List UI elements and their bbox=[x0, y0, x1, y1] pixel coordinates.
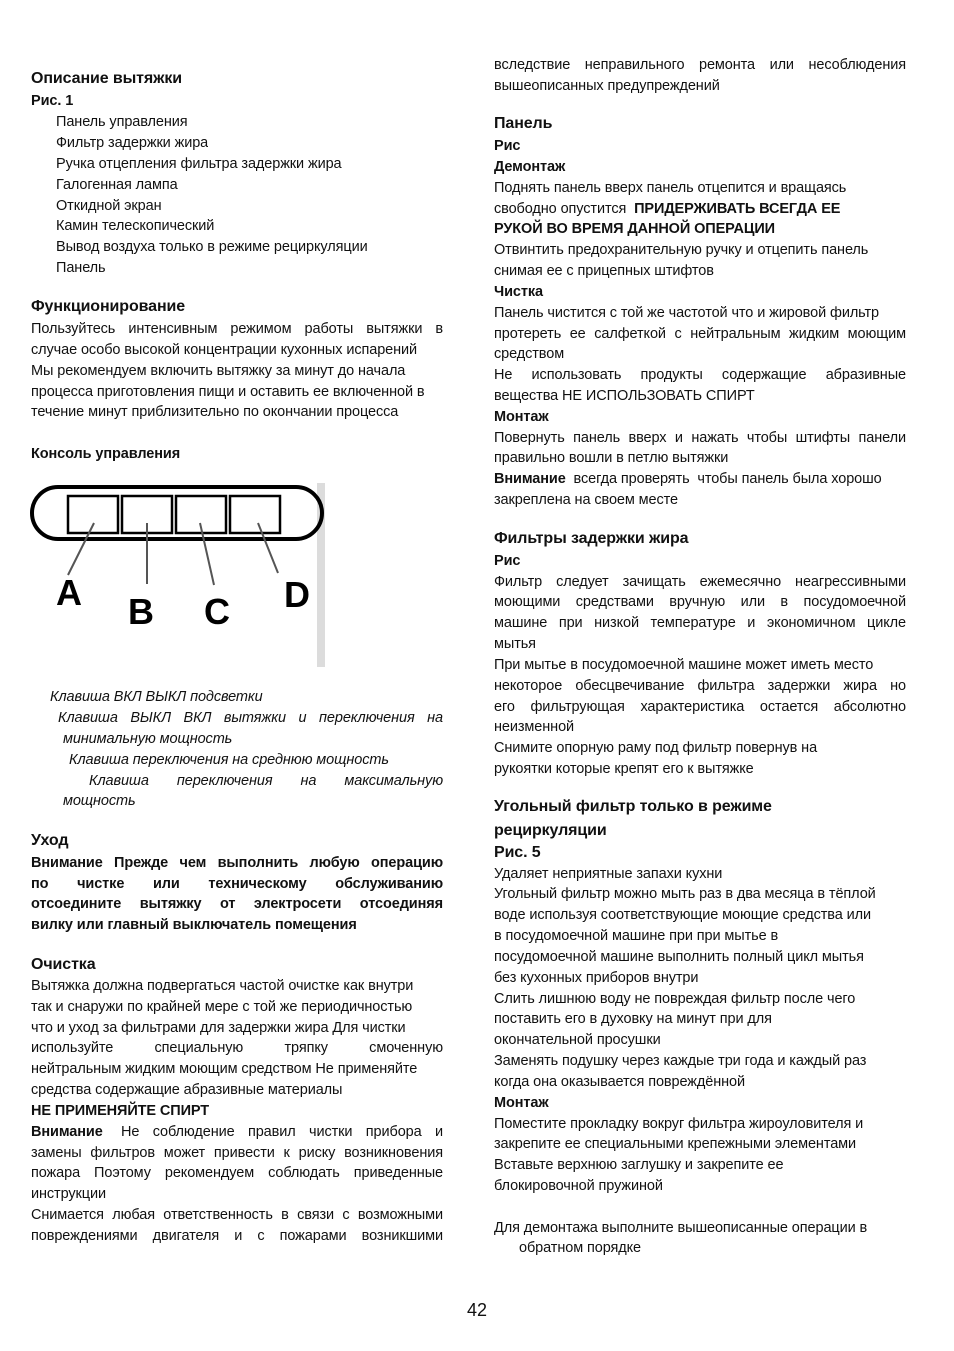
carbon-filter-line: в посудомоечной машине при при мытье в bbox=[494, 928, 779, 944]
grease-filter-fig-ref: Рис bbox=[494, 553, 521, 569]
panel-fig-ref: Рис bbox=[494, 138, 521, 154]
operation-heading: Функционирование bbox=[31, 298, 186, 315]
cleaning-warning: НЕ ПРИМЕНЯЙТЕ СПИРТ bbox=[31, 1103, 210, 1119]
panel-mount-line: Повернуть панель вверх и нажать чтобы штифты панели bbox=[494, 430, 906, 446]
grease-filter-line: неизменной bbox=[494, 719, 575, 735]
console-heading: Консоль управления bbox=[31, 446, 181, 462]
panel-cleaning-line: протереть ее салфеткой с нейтральным жидким моющим bbox=[494, 326, 906, 342]
carbon-filter-line: посудомоечной машине выполнить полный цикл мытья bbox=[494, 949, 864, 965]
console-key-d bbox=[230, 496, 280, 533]
carbon-mount-heading: Монтаж bbox=[494, 1095, 549, 1111]
panel-removal-heading: Демонтаж bbox=[494, 159, 566, 175]
carbon-filter-heading-cont: рециркуляции bbox=[494, 822, 607, 839]
cleaning-text-line: что и уход за фильтрами для задержки жира Для чистки bbox=[31, 1020, 406, 1036]
panel-attention-label: Внимание bbox=[494, 471, 566, 487]
grease-filter-line: некоторое обесцвечивание фильтра задержки жира но bbox=[494, 678, 906, 694]
grease-filter-line: моющими средствами вручную или в посудомоечной bbox=[494, 594, 906, 610]
grease-filter-line: мытья bbox=[494, 636, 536, 652]
grease-filter-heading: Фильтры задержки жира bbox=[494, 530, 689, 547]
carbon-mount-line: закрепите ее специальными крепежными элементами bbox=[494, 1136, 857, 1152]
part-list-item: Откидной экран bbox=[56, 198, 162, 214]
panel-removal-text: свободно опустится bbox=[494, 201, 635, 217]
cleaning-attention-line: замены фильтров может привести к риску возникновения bbox=[31, 1145, 443, 1161]
panel-cleaning-line: вещества НЕ ИСПОЛЬЗОВАТЬ СПИРТ bbox=[494, 388, 755, 404]
grease-filter-line: При мытье в посудомоечной машине может иметь место bbox=[494, 657, 874, 673]
part-list-item: Камин телескопический bbox=[56, 218, 215, 234]
carbon-filter-line: Угольный фильтр можно мыть раз в два месяца в тёплой bbox=[494, 886, 876, 902]
panel-cleaning-line: средством bbox=[494, 346, 565, 362]
grease-filter-line: рукоятки которые крепят его к вытяжке bbox=[494, 761, 754, 777]
care-text-line: отсоедините вытяжку от электросети отсоединяя bbox=[31, 896, 443, 912]
care-text-line: Внимание Прежде чем выполнить любую операцию bbox=[31, 855, 443, 871]
grease-filter-line: Снимите опорную раму под фильтр повернув на bbox=[494, 740, 818, 756]
cleaning-text-line: Вытяжка должна подвергаться частой очистке как внутри bbox=[31, 978, 414, 994]
panel-attention-line: закреплена на своем месте bbox=[494, 492, 679, 508]
leader-line-d bbox=[258, 523, 278, 573]
panel-attention-text: всегда проверять чтобы панель была хорошо bbox=[565, 471, 882, 487]
console-key-text: Клавиша переключения на среднюю мощность bbox=[69, 752, 389, 768]
carbon-filter-heading: Угольный фильтр только в режиме bbox=[494, 798, 772, 815]
panel-mount-line: правильно вошли в петлю вытяжки bbox=[494, 450, 729, 466]
control-console-diagram bbox=[28, 483, 325, 667]
description-heading: Описание вытяжки bbox=[31, 70, 183, 87]
carbon-mount-line: Поместите прокладку вокруг фильтра жироуловителя и bbox=[494, 1116, 864, 1132]
grease-filter-line: машине при низкой температуре и экономичном цикле bbox=[494, 615, 906, 631]
carbon-filter-line: поставить его в духовку на минут при для bbox=[494, 1011, 772, 1027]
carbon-filter-line: без кухонных приборов внутри bbox=[494, 970, 699, 986]
panel-removal-warning: ПРИДЕРЖИВАТЬ ВСЕГДА ЕЕ bbox=[634, 201, 841, 217]
console-label-a: A bbox=[56, 572, 82, 613]
panel-cleaning-line: Не использовать продукты содержащие абразивные bbox=[494, 367, 906, 383]
part-list-item: Панель управления bbox=[56, 114, 188, 130]
part-list-item: Вывод воздуха только в режиме рециркуляции bbox=[56, 239, 368, 255]
cleaning-text-line: нейтральным жидким моющим средством Не применяйте bbox=[31, 1061, 418, 1077]
cleaning-attention-line: Снимается любая ответственность в связи с возможными bbox=[31, 1207, 443, 1223]
care-text-line: по чистке или техническому обслуживанию bbox=[31, 876, 443, 892]
operation-text-line: течение минут приблизительно по окончании процесса bbox=[31, 404, 399, 420]
panel-heading: Панель bbox=[494, 115, 553, 132]
cleaning-text-line: средства содержащие абразивные материалы bbox=[31, 1082, 343, 1098]
grease-filter-line: его фильтрующая характеристика остается абсолютно bbox=[494, 699, 906, 715]
console-key-text: Клавиша ВЫКЛ ВКЛ вытяжки и переключения на bbox=[58, 710, 443, 726]
carbon-filter-line: Заменять подушку через каждые три года и каждый раз bbox=[494, 1053, 867, 1069]
console-label-b: B bbox=[128, 591, 154, 632]
panel-attention-line bbox=[494, 469, 906, 490]
carbon-filter-fig-ref: Рис. 5 bbox=[494, 844, 541, 861]
console-key-text: мощность bbox=[63, 793, 136, 809]
carbon-filter-line: когда она оказывается повреждённой bbox=[494, 1074, 746, 1090]
panel-cleaning-line: Панель чистится с той же частотой что и жировой фильтр bbox=[494, 305, 880, 321]
cleaning-attention-line: Не соблюдение правил чистки прибора и bbox=[121, 1124, 443, 1140]
part-list-item: Фильтр задержки жира bbox=[56, 135, 209, 151]
carbon-filter-line: Удаляет неприятные запахи кухни bbox=[494, 866, 723, 882]
panel-removal-line: снимая ее с прицепных штифтов bbox=[494, 263, 714, 279]
panel-removal-warning-line: РУКОЙ ВО ВРЕМЯ ДАННОЙ ОПЕРАЦИИ bbox=[494, 221, 775, 237]
operation-text-line: Мы рекомендуем включить вытяжку за минут до начала bbox=[31, 363, 406, 379]
panel-cleaning-heading: Чистка bbox=[494, 284, 543, 300]
disassembly-note-line: обратном порядке bbox=[519, 1240, 641, 1256]
part-list-item: Ручка отцепления фильтра задержки жира bbox=[56, 156, 342, 172]
care-text-line: вилку или главный выключатель помещения bbox=[31, 917, 357, 933]
page-number: 42 bbox=[466, 1300, 488, 1320]
panel-removal-line: Отвинтить предохранительную ручку и отцепить панель bbox=[494, 242, 869, 258]
console-key-text: Клавиша ВКЛ ВЫКЛ подсветки bbox=[50, 689, 263, 705]
part-list-item: Панель bbox=[56, 260, 106, 276]
console-key-a bbox=[68, 496, 118, 533]
disassembly-note-line: Для демонтажа выполните вышеописанные операции в bbox=[494, 1220, 868, 1236]
cleaning-attention-line: пожара Поэтому рекомендуем соблюдать приведенные bbox=[31, 1165, 443, 1181]
operation-text-line: случае особо высокой концентрации кухонных испарений bbox=[31, 342, 418, 358]
part-list-item: Галогенная лампа bbox=[56, 177, 178, 193]
carbon-mount-line: Вставьте верхнюю заглушку и закрепите ее bbox=[494, 1157, 784, 1173]
leader-line-a bbox=[68, 523, 94, 575]
panel-removal-line: Поднять панель вверх панель отцепится и вращаясь bbox=[494, 180, 847, 196]
carbon-mount-line: блокировочной пружиной bbox=[494, 1178, 663, 1194]
console-label-d: D bbox=[284, 574, 310, 615]
care-heading: Уход bbox=[31, 832, 69, 849]
panel-removal-line bbox=[494, 199, 906, 220]
panel-mount-heading: Монтаж bbox=[494, 409, 549, 425]
continuation-line: вышеописанных предупреждений bbox=[494, 78, 720, 94]
carbon-filter-line: окончательной просушки bbox=[494, 1032, 661, 1048]
carbon-filter-line: Слить лишнюю воду не повреждая фильтр после чего bbox=[494, 991, 856, 1007]
continuation-line: вследствие неправильного ремонта или несоблюдения bbox=[494, 57, 906, 73]
operation-text-line: процесса приготовления пищи и оставить ее включенной в bbox=[31, 384, 425, 400]
description-fig-ref: Рис. 1 bbox=[31, 93, 74, 109]
cleaning-text-line: используйте специальную тряпку смоченную bbox=[31, 1040, 443, 1056]
console-label-c: C bbox=[204, 591, 230, 632]
cleaning-attention-line: повреждениями двигателя и с пожарами возникшими bbox=[31, 1228, 443, 1244]
grease-filter-line: Фильтр следует зачищать ежемесячно неагрессивными bbox=[494, 574, 906, 590]
console-key-text: Клавиша переключения на максимальную bbox=[89, 773, 443, 789]
cleaning-attention-line: инструкции bbox=[31, 1186, 106, 1202]
console-key-text: минимальную мощность bbox=[63, 731, 233, 747]
cleaning-attention-label: Внимание bbox=[31, 1124, 103, 1140]
cleaning-heading: Очистка bbox=[31, 956, 96, 973]
cleaning-text-line: так и снаружи по крайней мере с той же периодичностью bbox=[31, 999, 413, 1015]
carbon-filter-line: воде используя соответствующие моющие средства или bbox=[494, 907, 871, 923]
operation-text-line: Пользуйтесь интенсивным режимом работы вытяжки в bbox=[31, 321, 443, 337]
